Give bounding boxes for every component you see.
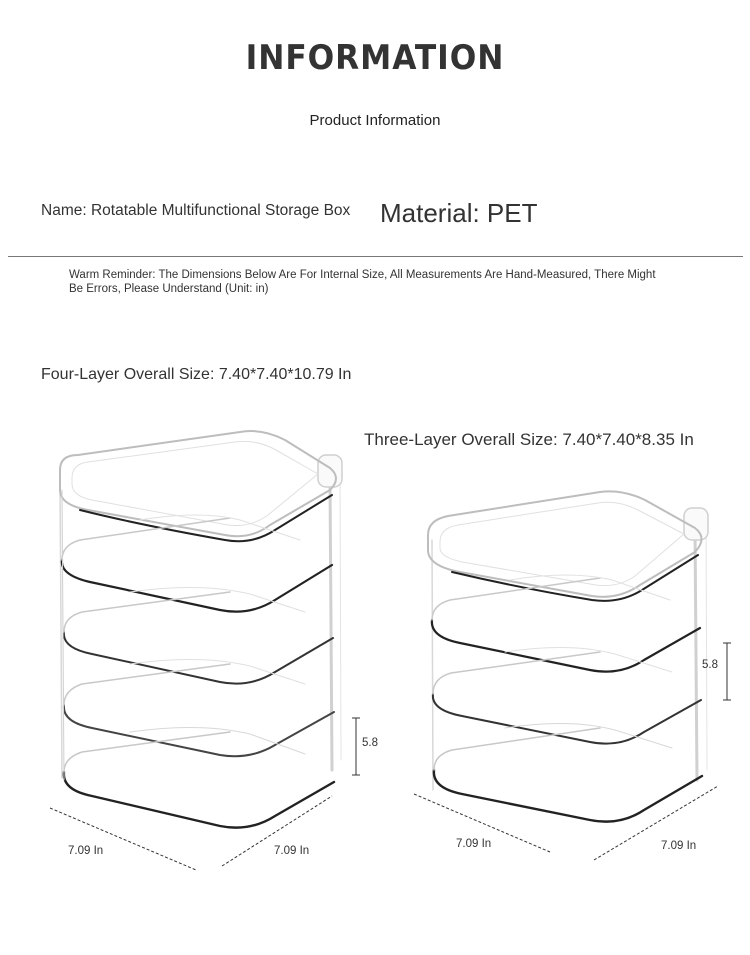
three-layer-height-label: 5.8 [702, 659, 718, 671]
four-layer-depth-left-label: 7.09 In [68, 845, 104, 857]
page-subtitle: Product Information [309, 112, 441, 129]
four-layer-depth-left-line [50, 808, 196, 870]
four-layer-height-label: 5.8 [362, 737, 378, 749]
three-layer-depth-left-label: 7.09 In [456, 838, 492, 850]
product-material: Material: PET [380, 198, 538, 228]
three-layer-depth-right-label: 7.09 In [661, 840, 697, 852]
four-layer-box-image [60, 431, 342, 828]
three-layer-overall-size: Three-Layer Overall Size: 7.40*7.40*8.35 In [364, 430, 694, 449]
four-layer-overall-size: Four-Layer Overall Size: 7.40*7.40*10.79 In [41, 366, 352, 383]
three-layer-box-image [428, 491, 708, 821]
page-title: INFORMATION [245, 38, 505, 78]
warm-reminder: Warm Reminder: The Dimensions Below Are For Internal Size, All Measurements Are Hand-Measured, There Might Be Errors, Please Understand (Unit: in) [69, 269, 656, 295]
three-layer-depth-right-line [594, 786, 718, 860]
four-layer-height-marker [352, 718, 360, 775]
product-name: Name: Rotatable Multifunctional Storage Box [41, 202, 351, 219]
four-layer-depth-right-label: 7.09 In [274, 845, 310, 857]
three-layer-height-marker [723, 643, 731, 700]
